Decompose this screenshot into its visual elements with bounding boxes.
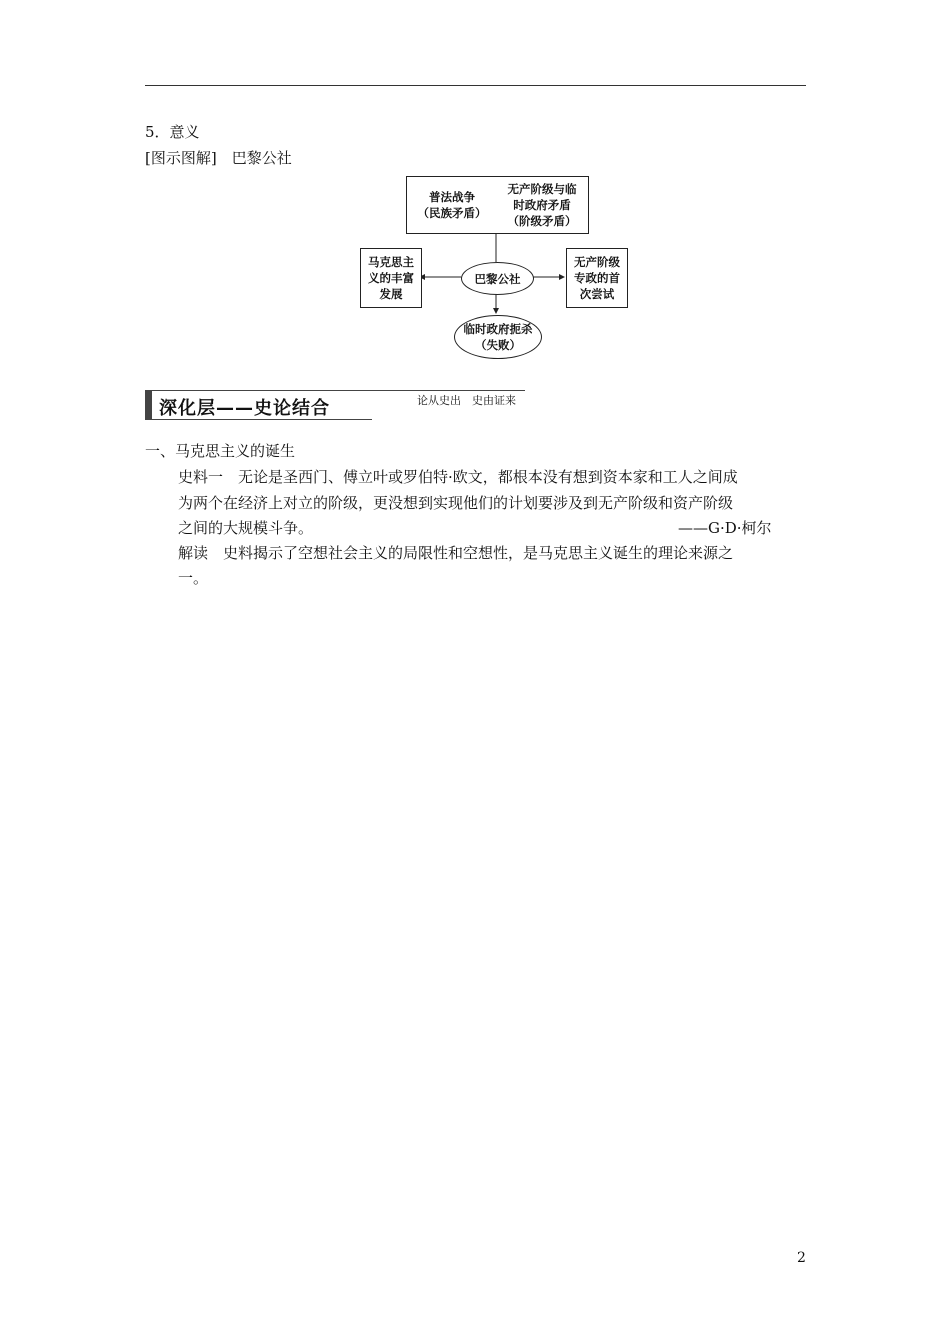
box-marxism-development: [360, 248, 422, 308]
box-text: 普法战争: [429, 190, 475, 204]
box-text: 时政府矛盾: [513, 198, 571, 212]
oval-paris-commune: [461, 262, 534, 295]
source-line-1: 史料一 无论是圣西门、傅立叶或罗伯特·欧文，都根本没有想到资本家和工人之间成: [178, 468, 738, 486]
source-line-3: 之间的大规模斗争。: [178, 519, 314, 537]
box-text: 发展: [379, 287, 403, 301]
box-text: （民族矛盾）: [417, 206, 487, 220]
box-text: 义的丰富: [368, 271, 414, 285]
oval-text: 巴黎公社: [474, 271, 521, 286]
box-text: 次尝试: [579, 287, 615, 301]
section-bar: [145, 390, 152, 420]
item-heading-1: 一、马克思主义的诞生: [145, 442, 296, 460]
box-text: 马克思主: [368, 255, 414, 269]
reading-line-1: 解读 史料揭示了空想社会主义的局限性和空想性，是马克思主义诞生的理论来源之: [178, 544, 734, 562]
reading-line-2: 一。: [178, 569, 209, 587]
box-text: 无产阶级与临: [507, 182, 577, 196]
page-number: 2: [797, 1250, 806, 1266]
box-text: 专政的首: [574, 271, 620, 285]
section-title: 深化层——史论结合: [159, 398, 330, 419]
oval-text: （失败）: [475, 338, 521, 352]
diagram-caption: [图示图解] 巴黎公社: [145, 149, 292, 167]
box-text: （阶级矛盾）: [507, 214, 577, 228]
section-slogan: 论从史出 史由证来: [417, 394, 516, 407]
box-class-conflict: [496, 176, 589, 234]
box-proletarian-dictatorship: [566, 248, 628, 308]
oval-text: 临时政府扼杀: [463, 322, 533, 336]
section-heading-5: 5．意义: [145, 123, 200, 141]
box-text: 无产阶级: [574, 255, 620, 269]
box-franco-prussian-war: [406, 176, 498, 234]
section-rule-top: [152, 390, 525, 391]
source-line-2: 为两个在经济上对立的阶级，更没想到实现他们的计划要涉及到无产阶级和资产阶级: [178, 494, 734, 512]
section-header: [145, 390, 525, 420]
header-rule: [145, 85, 806, 86]
source-attribution: ——G·D·柯尔: [678, 519, 772, 537]
oval-suppressed: [454, 315, 542, 359]
paris-commune-diagram: [350, 172, 640, 368]
